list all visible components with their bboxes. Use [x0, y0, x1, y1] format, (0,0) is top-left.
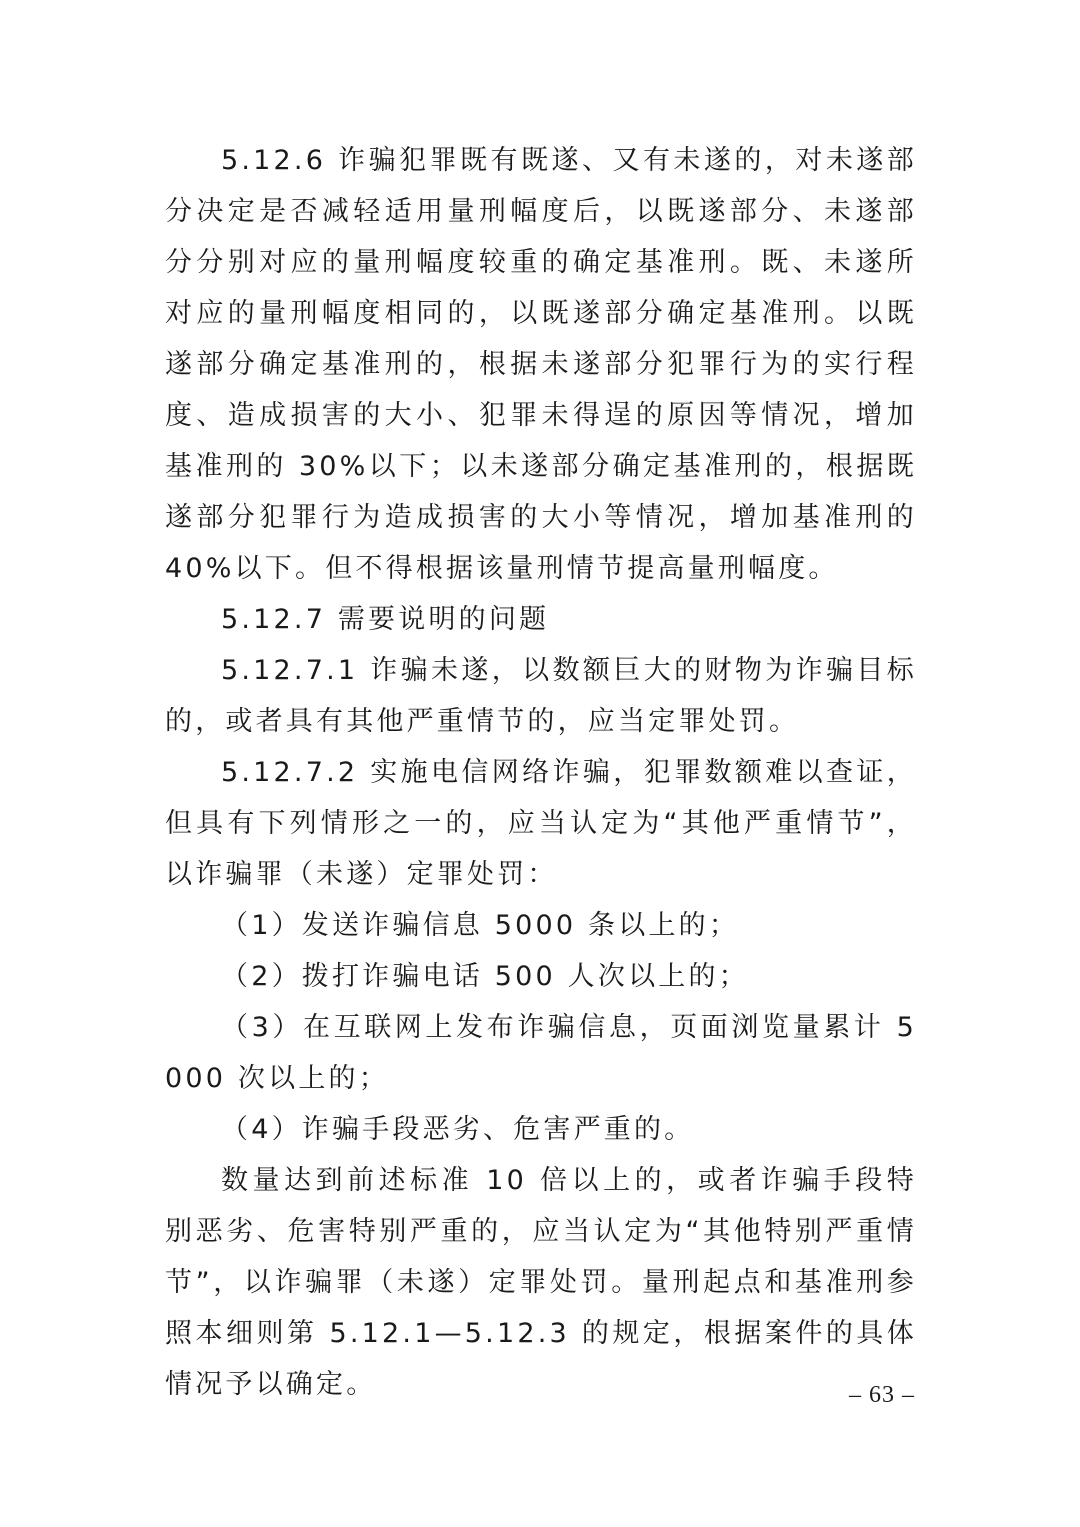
- list-item-4: （4）诈骗手段恶劣、危害严重的。: [221, 1114, 695, 1145]
- paragraph-5-12-6: 5.12.6 诈骗犯罪既有既遂、又有未遂的，对未遂部分决定是否减轻适用量刑幅度后，以既遂部分、未遂部分分别对应的量刑幅度较重的确定基准刑。既、未遂所对应的量刑幅度相同的，以既遂部分确定基准刑。以既遂部分确定基准刑的，根据未遂部分犯罪行为的实行程度、造成损害的大小、犯罪未得逞的原因等情况，增加基准刑的 30%以下；以未遂部分确定基准刑的，根据既遂部分犯罪行为造成损害的大小等情况，增加基准刑的 40%以下。但不得根据该量刑情节提高量刑幅度。: [165, 145, 917, 584]
- list-item-2: （2）拨打诈骗电话 500 人次以上的；: [221, 961, 749, 992]
- page-number: – 63 –: [849, 1382, 915, 1408]
- list-item-1: （1）发送诈骗信息 5000 条以上的；: [221, 910, 740, 941]
- paragraph-5-12-7-1: 5.12.7.1 诈骗未遂，以数额巨大的财物为诈骗目标的，或者具有其他严重情节的，应当定罪处罚。: [165, 655, 917, 737]
- heading-5-12-7: 5.12.7 需要说明的问题: [221, 604, 550, 635]
- body-text: [165, 135, 917, 1410]
- paragraph-special-circumstances: 数量达到前述标准 10 倍以上的，或者诈骗手段特别恶劣、危害特别严重的，应当认定为“其他特别严重情节”，以诈骗罪（未遂）定罪处罚。量刑起点和基准刑参照本细则第 5.12.1—5.12.3 的规定，根据案件的具体情况予以确定。: [165, 1165, 917, 1400]
- list-item-3: （3）在互联网上发布诈骗信息，页面浏览量累计 5000 次以上的；: [165, 1012, 917, 1094]
- paragraph-5-12-7-2: 5.12.7.2 实施电信网络诈骗，犯罪数额难以查证，但具有下列情形之一的，应当认定为“其他严重情节”，以诈骗罪（未遂）定罪处罚：: [165, 757, 917, 890]
